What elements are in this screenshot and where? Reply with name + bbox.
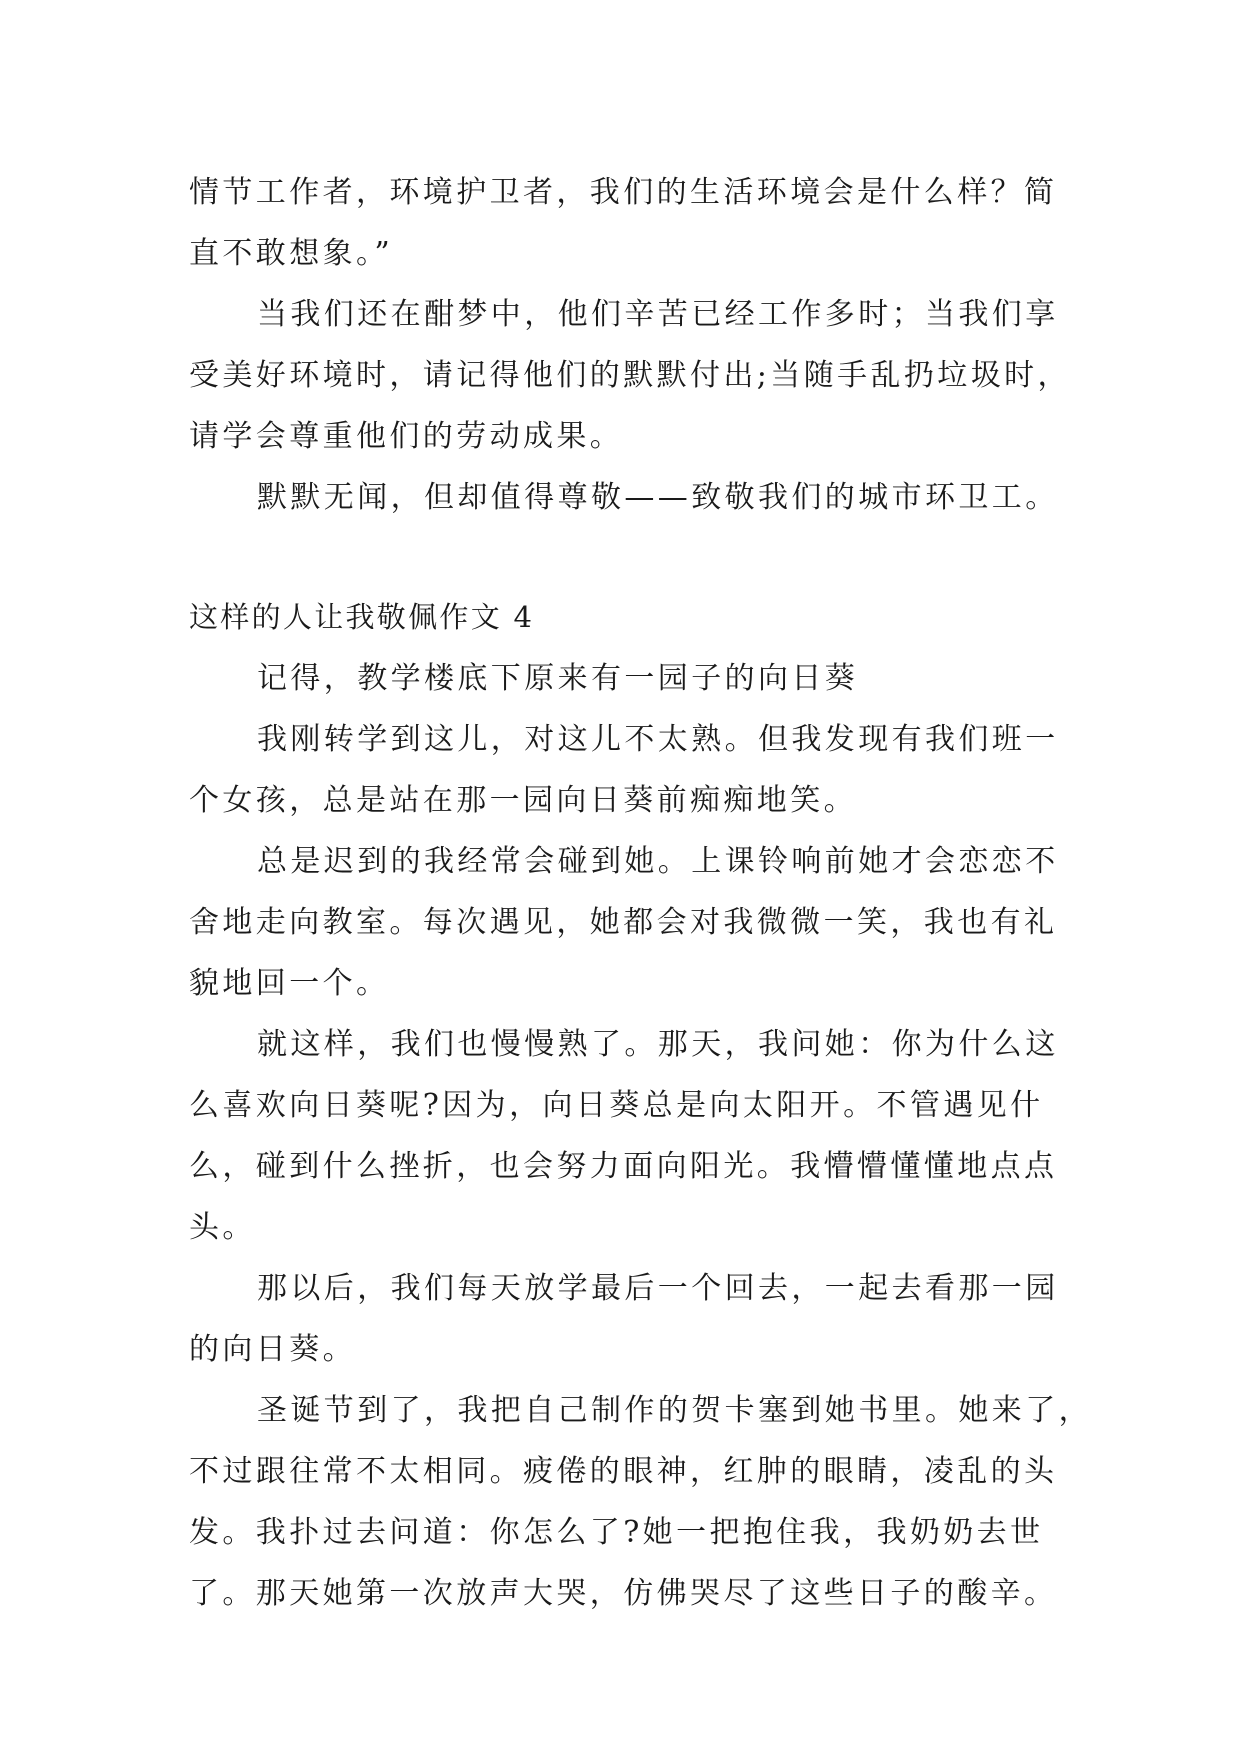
paragraph <box>189 1258 1069 1380</box>
text-line: 我刚转学到这儿，对这儿不太熟。但我发现有我们班一 <box>257 722 1059 757</box>
text-line: 请学会尊重他们的劳动成果。 <box>189 419 624 454</box>
text-line: 圣诞节到了，我把自己制作的贺卡塞到她书里。她来了， <box>257 1393 1092 1428</box>
text-line: 记得，教学楼底下原来有一园子的向日葵 <box>257 661 859 696</box>
paragraph <box>189 467 1069 528</box>
text-line: 受美好环境时，请记得他们的默默付出;当随手乱扔垃圾时， <box>189 358 1071 393</box>
text-line: 头。 <box>189 1210 256 1245</box>
text-line: 当我们还在酣梦中，他们辛苦已经工作多时；当我们享 <box>257 297 1059 332</box>
paragraph <box>189 648 1069 709</box>
section-heading: 这样的人让我敬佩作文 4 <box>189 600 535 634</box>
document-body <box>189 162 1092 1624</box>
text-line: 不过跟往常不太相同。疲倦的眼神，红肿的眼睛，凌乱的头 <box>189 1454 1058 1489</box>
text-line: 默默无闻，但却值得尊敬——致敬我们的城市环卫工。 <box>257 480 1059 515</box>
text-line: 那以后，我们每天放学最后一个回去，一起去看那一园 <box>257 1271 1059 1306</box>
text-line: 么喜欢向日葵呢?因为，向日葵总是向太阳开。不管遇见什 <box>189 1088 1044 1123</box>
text-line: 舍地走向教室。每次遇见，她都会对我微微一笑，我也有礼 <box>189 905 1058 940</box>
paragraph <box>189 709 1069 831</box>
paragraph <box>189 831 1069 1014</box>
text-line: 貌地回一个。 <box>189 966 390 1001</box>
text-line: 了。那天她第一次放声大哭，仿佛哭尽了这些日子的酸辛。 <box>189 1576 1058 1611</box>
text-line: 总是迟到的我经常会碰到她。上课铃响前她才会恋恋不 <box>257 844 1059 879</box>
paragraph <box>189 284 1069 467</box>
text-line: 直不敢想象。” <box>189 236 394 271</box>
paragraph <box>189 162 1069 284</box>
paragraph <box>189 1014 1069 1258</box>
text-line: 个女孩，总是站在那一园向日葵前痴痴地笑。 <box>189 783 857 818</box>
text-line: 情节工作者，环境护卫者，我们的生活环境会是什么样？简 <box>189 175 1058 210</box>
text-line: 就这样，我们也慢慢熟了。那天，我问她：你为什么这 <box>257 1027 1059 1062</box>
text-line: 发。我扑过去问道：你怎么了?她一把抱住我，我奶奶去世 <box>189 1515 1044 1550</box>
text-line: 么，碰到什么挫折，也会努力面向阳光。我懵懵懂懂地点点 <box>189 1149 1058 1184</box>
paragraph <box>189 1380 1092 1624</box>
text-line: 的向日葵。 <box>189 1332 356 1367</box>
